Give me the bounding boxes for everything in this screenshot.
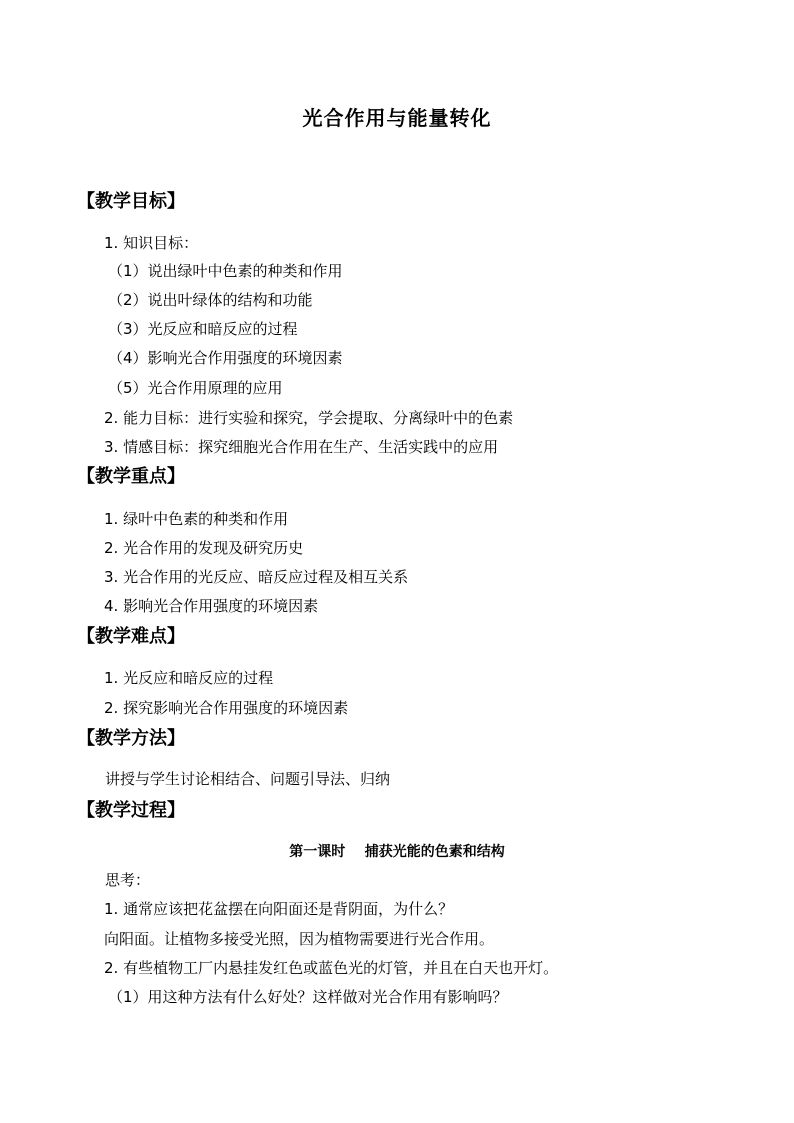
section-heading-difficulties: 【教学难点】 [77,626,185,647]
section-heading-goals: 【教学目标】 [77,191,185,212]
process-item: （1）用这种方法有什么好处？这样做对光合作用有影响吗？ [108,988,508,1006]
process-item: 思考： [105,871,151,889]
key-point-item: 3. 光合作用的光反应、暗反应过程及相互关系 [104,568,409,586]
section-heading-process: 【教学过程】 [77,800,185,821]
lesson-title: 第一课时 捕获光能的色素和结构 [289,844,505,860]
difficulty-item: 2. 探究影响光合作用强度的环境因素 [104,699,349,717]
document-title: 光合作用与能量转化 [302,106,492,130]
key-point-item: 2. 光合作用的发现及研究历史 [104,539,304,557]
goal-item: （3）光反应和暗反应的过程 [108,320,298,338]
process-item: 2. 有些植物工厂内悬挂发红色或蓝色光的灯管，并且在白天也开灯。 [104,959,559,977]
process-item: 1. 通常应该把花盆摆在向阳面还是背阴面，为什么？ [104,900,454,918]
goal-item: 2. 能力目标：进行实验和探究，学会提取、分离绿叶中的色素 [104,409,514,427]
goal-item: （4）影响光合作用强度的环境因素 [108,349,343,367]
section-heading-key-points: 【教学重点】 [77,466,185,487]
method-item: 讲授与学生讨论相结合、问题引导法、归纳 [105,770,391,788]
goal-item: （2）说出叶绿体的结构和功能 [108,291,313,309]
key-point-item: 1. 绿叶中色素的种类和作用 [104,510,289,528]
key-point-item: 4. 影响光合作用强度的环境因素 [104,597,319,615]
goal-item: （1）说出绿叶中色素的种类和作用 [108,262,343,280]
difficulty-item: 1. 光反应和暗反应的过程 [104,669,274,687]
goal-item: （5）光合作用原理的应用 [108,379,283,397]
goal-item: 1. 知识目标： [104,234,199,252]
goal-item: 3. 情感目标：探究细胞光合作用在生产、生活实践中的应用 [104,438,499,456]
section-heading-methods: 【教学方法】 [77,728,185,749]
process-item: 向阳面。让植物多接受光照，因为植物需要进行光合作用。 [104,930,495,948]
